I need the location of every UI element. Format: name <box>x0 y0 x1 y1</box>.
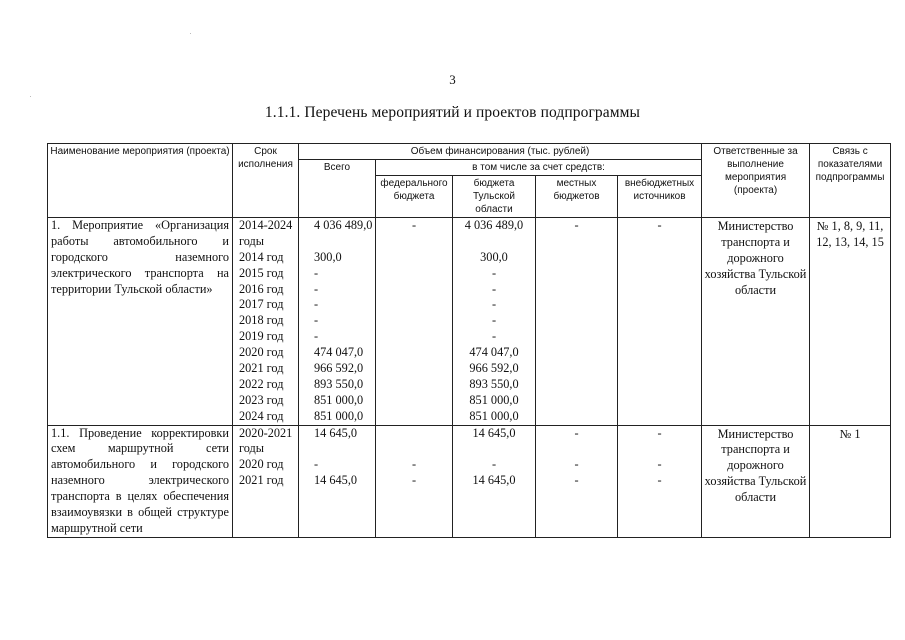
extra-value: - <box>657 473 662 488</box>
local-column-cell <box>536 218 618 426</box>
regional-value: 893 550,0 <box>469 376 519 391</box>
extra-column-cell <box>618 425 702 537</box>
local-value: - <box>574 425 579 440</box>
total-value: - <box>314 329 319 344</box>
extra-value <box>618 361 701 377</box>
term-value: 2020 год <box>239 457 284 472</box>
federal-value: - <box>411 473 417 488</box>
term-value: годы <box>239 233 265 248</box>
total-value: - <box>314 281 319 296</box>
federal-value <box>376 441 452 457</box>
regional-value: 4 036 489,0 <box>464 218 524 232</box>
table-body <box>48 218 891 538</box>
col-header-financing: Объем финансирования (тыс. рублей) <box>299 144 702 160</box>
federal-value <box>376 409 452 425</box>
col-header-including: в том числе за счет средств: <box>376 160 702 176</box>
col-header-responsible: Ответственные за выполнение мероприятия (проекта) <box>702 144 810 218</box>
measures-table <box>47 143 891 538</box>
regional-value: 851 000,0 <box>469 392 519 407</box>
extra-column-cell <box>618 218 702 426</box>
extra-value: - <box>657 457 662 472</box>
term-column-cell <box>233 425 299 537</box>
total-value: - <box>314 265 319 280</box>
regional-value: - <box>491 329 497 344</box>
federal-value <box>376 329 452 345</box>
term-value: 2014-2024 <box>239 218 293 232</box>
total-value: 14 645,0 <box>314 473 358 488</box>
local-value <box>536 377 617 393</box>
federal-value <box>376 297 452 313</box>
scan-speck <box>190 33 191 34</box>
term-value: 2020-2021 <box>239 425 293 440</box>
regional-value <box>453 234 535 250</box>
col-header-link: Связь с показателями подпрограммы <box>810 144 891 218</box>
col-header-local: местных бюджетов <box>536 176 618 218</box>
extra-value <box>618 393 701 409</box>
regional-column-cell <box>453 218 536 426</box>
page-number: 3 <box>449 72 456 87</box>
extra-value <box>618 329 701 345</box>
term-value: 2019 год <box>239 329 284 344</box>
term-value: 2018 год <box>239 313 284 328</box>
regional-value: 300,0 <box>480 249 508 264</box>
table-row <box>48 218 891 426</box>
term-value: 2020 год <box>239 345 284 360</box>
extra-value <box>618 377 701 393</box>
local-value: - <box>574 218 579 232</box>
regional-value: - <box>491 281 497 296</box>
extra-value <box>618 282 701 298</box>
term-value: 2022 год <box>239 376 284 391</box>
federal-value <box>376 361 452 377</box>
responsible-party: Министерство транспорта и дорожного хозяйства Тульской области <box>702 218 810 426</box>
federal-value <box>376 250 452 266</box>
local-value <box>536 234 617 250</box>
total-value: - <box>314 457 319 472</box>
federal-column-cell <box>376 218 453 426</box>
federal-value <box>376 313 452 329</box>
federal-column-cell <box>376 425 453 537</box>
federal-value: - <box>411 218 417 232</box>
local-value <box>536 441 617 457</box>
total-value: 4 036 489,0 <box>314 218 373 232</box>
indicator-link: № 1 <box>810 425 891 537</box>
federal-value <box>376 266 452 282</box>
measure-name: 1.1. Проведение корректировки схем маршрутной сети автомобильного и городского наземного электрического транспорта в целях обеспечения взаимоувязки в общей структуре маршрутной сети <box>48 425 233 537</box>
federal-value <box>376 345 452 361</box>
regional-value: - <box>491 265 497 280</box>
table-row <box>48 425 891 537</box>
local-value <box>536 250 617 266</box>
total-column-cell <box>299 425 376 537</box>
extra-value: - <box>657 425 662 440</box>
term-value: 2016 год <box>239 281 284 296</box>
local-value: - <box>574 457 579 472</box>
local-column-cell <box>536 425 618 537</box>
term-value: 2014 год <box>239 249 284 264</box>
federal-value <box>376 234 452 250</box>
measure-name: 1. Мероприятие «Организация работы автомобильного и городского наземного электрического транспорта на территории Тульской области» <box>48 218 233 426</box>
regional-column-cell <box>453 425 536 537</box>
col-header-total: Всего <box>299 160 376 218</box>
total-value: 851 000,0 <box>314 392 364 407</box>
extra-value <box>618 345 701 361</box>
regional-value: 851 000,0 <box>469 408 519 423</box>
regional-value: 14 645,0 <box>472 473 516 488</box>
local-value <box>536 329 617 345</box>
extra-value: - <box>657 218 662 232</box>
term-value: 2024 год <box>239 408 284 423</box>
extra-value <box>618 441 701 457</box>
total-value: - <box>314 313 319 328</box>
local-value <box>536 313 617 329</box>
term-value: 2017 год <box>239 297 284 312</box>
regional-value: - <box>491 297 497 312</box>
term-column-cell <box>233 218 299 426</box>
term-value: 2021 год <box>239 361 284 376</box>
local-value <box>536 266 617 282</box>
extra-value <box>618 409 701 425</box>
regional-value: - <box>491 457 497 472</box>
local-value <box>536 361 617 377</box>
local-value <box>536 297 617 313</box>
regional-value: 966 592,0 <box>469 361 519 376</box>
extra-value <box>618 250 701 266</box>
local-value <box>536 345 617 361</box>
local-value <box>536 393 617 409</box>
total-value: 14 645,0 <box>314 425 358 440</box>
term-value: 2021 год <box>239 473 284 488</box>
responsible-party: Министерство транспорта и дорожного хозяйства Тульской области <box>702 425 810 537</box>
total-value <box>314 234 375 250</box>
federal-value <box>376 377 452 393</box>
scan-speck <box>30 96 31 97</box>
col-header-name: Наименование мероприятия (проекта) <box>48 144 233 218</box>
regional-value: 474 047,0 <box>469 345 519 360</box>
extra-value <box>618 234 701 250</box>
total-value: 300,0 <box>314 249 342 264</box>
total-value: - <box>314 297 319 312</box>
total-value: 474 047,0 <box>314 345 364 360</box>
regional-value: - <box>491 313 497 328</box>
col-header-extra: внебюджетных источников <box>618 176 702 218</box>
term-value: годы <box>239 441 265 456</box>
regional-value: 14 645,0 <box>472 425 516 440</box>
extra-value <box>618 313 701 329</box>
federal-value <box>376 426 452 442</box>
term-value: 2015 год <box>239 265 284 280</box>
total-value: 966 592,0 <box>314 361 364 376</box>
indicator-link: № 1, 8, 9, 11, 12, 13, 14, 15 <box>810 218 891 426</box>
federal-value: - <box>411 457 417 472</box>
col-header-term: Срок исполнения <box>233 144 299 218</box>
term-value: 2023 год <box>239 392 284 407</box>
col-header-federal: федерального бюджета <box>376 176 453 218</box>
section-heading: 1.1.1. Перечень мероприятий и проектов подпрограммы <box>264 104 641 121</box>
regional-value <box>453 441 535 457</box>
federal-value <box>376 282 452 298</box>
local-value <box>536 282 617 298</box>
extra-value <box>618 297 701 313</box>
local-value: - <box>574 473 579 488</box>
total-column-cell <box>299 218 376 426</box>
extra-value <box>618 266 701 282</box>
col-header-regional: бюджета Тульской области <box>453 176 536 218</box>
total-value: 893 550,0 <box>314 376 364 391</box>
total-value <box>314 441 375 457</box>
local-value <box>536 409 617 425</box>
federal-value <box>376 393 452 409</box>
total-value: 851 000,0 <box>314 408 364 423</box>
